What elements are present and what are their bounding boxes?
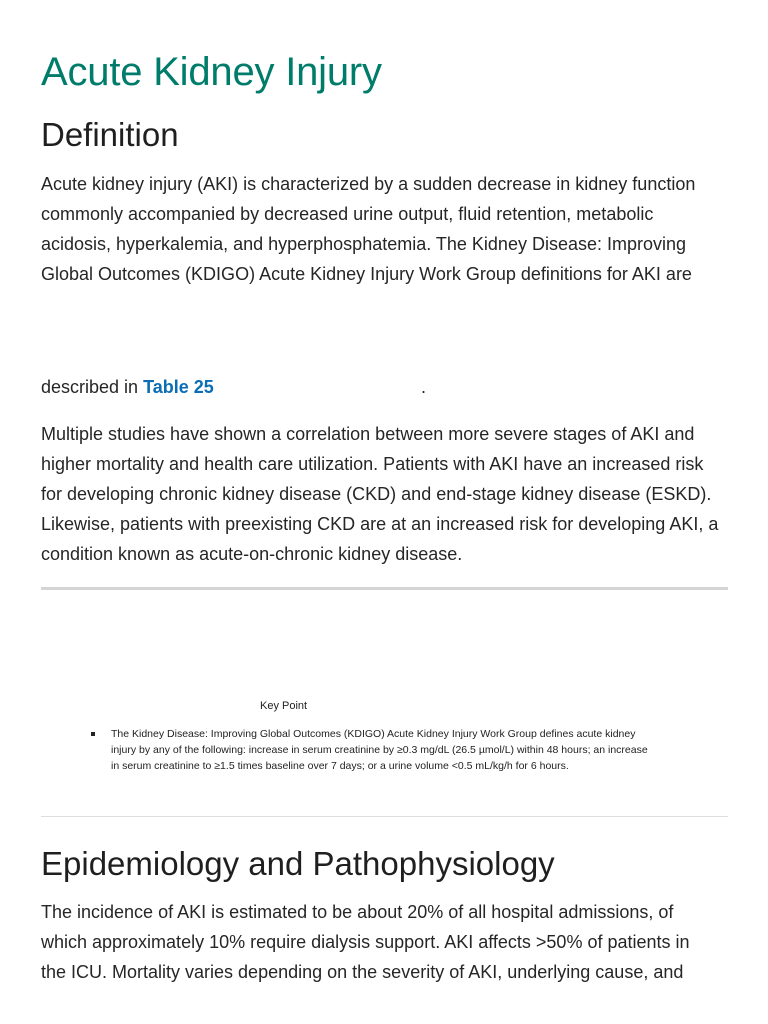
- text-line: which approximately 10% require dialysis support. AKI affects >50% of patients in: [41, 932, 690, 952]
- text-line: The incidence of AKI is estimated to be about 20% of all hospital admissions, of: [41, 902, 674, 922]
- text-line: Acute kidney injury (AKI) is characterized by a sudden decrease in kidney function: [41, 174, 696, 194]
- text-line: condition known as acute-on-chronic kidney disease.: [41, 544, 463, 564]
- page-title: Acute Kidney Injury: [41, 50, 382, 94]
- text-line: The Kidney Disease: Improving Global Outcomes (KDIGO) Acute Kidney Injury Work Group defines acute kidney: [111, 728, 636, 740]
- table-25-link[interactable]: Table 25: [143, 377, 214, 397]
- text-line: injury by any of the following: increase in serum creatinine by ≥0.3 mg/dL (26.5 µmol/L) within 48 hours; an increase: [111, 744, 648, 756]
- section-divider: [41, 587, 728, 590]
- table-reference-period: .: [421, 377, 427, 397]
- key-point-label: Key Point: [260, 700, 308, 712]
- table-reference-paragraph: [41, 372, 728, 402]
- epidemiology-heading: Epidemiology and Pathophysiology: [41, 845, 555, 882]
- text-line: Global Outcomes (KDIGO) Acute Kidney Injury Work Group definitions for AKI are: [41, 264, 692, 284]
- key-point-list: [91, 726, 691, 774]
- correlation-paragraph: [41, 419, 728, 569]
- section-divider: [41, 816, 728, 817]
- text-line: higher mortality and health care utilization. Patients with AKI have an increased risk: [41, 454, 704, 474]
- definition-heading: Definition: [41, 116, 179, 153]
- table-reference-prefix: described in: [41, 377, 144, 397]
- epidemiology-paragraph: [41, 897, 728, 987]
- text-line: in serum creatinine to ≥1.5 times baseline over 7 days; or a urine volume <0.5 mL/kg/h for 6 hours.: [111, 760, 569, 772]
- text-line: Multiple studies have shown a correlation between more severe stages of AKI and: [41, 424, 695, 444]
- text-line: commonly accompanied by decreased urine output, fluid retention, metabolic: [41, 204, 654, 224]
- bullet-icon: [91, 732, 95, 736]
- text-line: acidosis, hyperkalemia, and hyperphosphatemia. The Kidney Disease: Improving: [41, 234, 687, 254]
- definition-paragraph: [41, 169, 728, 289]
- key-point-item: [91, 726, 691, 774]
- text-line: for developing chronic kidney disease (CKD) and end-stage kidney disease (ESKD).: [41, 484, 712, 504]
- text-line: the ICU. Mortality varies depending on the severity of AKI, underlying cause, and: [41, 962, 684, 982]
- text-line: Likewise, patients with preexisting CKD are at an increased risk for developing AKI, a: [41, 514, 719, 534]
